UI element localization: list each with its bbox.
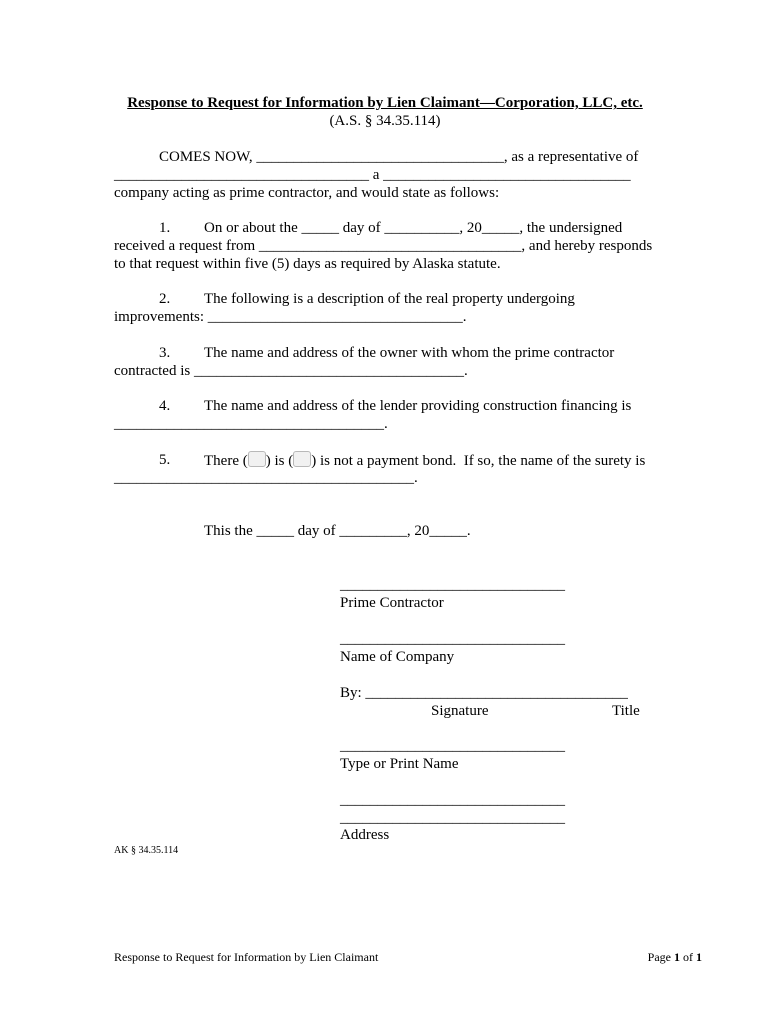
signature-label: Signature — [431, 703, 489, 719]
item-2-line-1: The following is a description of the real property undergoing — [204, 291, 575, 307]
dated-line: This the _____ day of _________, 20_____. — [204, 523, 471, 539]
item-3-line-1: The name and address of the owner with whom the prime contractor — [204, 345, 615, 361]
item-5-line-1 — [204, 451, 645, 470]
item-2-number: 2. — [159, 291, 171, 307]
by-signature-line: By: ___________________________________ — [340, 685, 628, 701]
item-4-line-2: ____________________________________. — [114, 416, 388, 432]
item-5-there-text: There ( — [204, 453, 248, 469]
printed-name-label: Type or Print Name — [340, 756, 459, 772]
item-5-is-text: ) is ( — [265, 453, 294, 469]
prime-contractor-blank: ______________________________ — [340, 577, 565, 593]
printed-name-blank: ______________________________ — [340, 738, 565, 754]
footer-of-word: of — [683, 950, 693, 964]
payment-bond-is-not-checkbox[interactable] — [293, 451, 311, 467]
footer-current-page: 1 — [674, 950, 680, 964]
item-1-line-2: received a request from ___________________________________, and hereby responds — [114, 238, 653, 254]
item-4-line-1: The name and address of the lender providing construction financing is — [204, 398, 632, 414]
item-3-line-2: contracted is ____________________________________. — [114, 363, 468, 379]
item-5-number: 5. — [159, 452, 171, 468]
item-5-rest-text: ) is not a payment bond. If so, the name of the surety is — [311, 453, 646, 469]
item-1-number: 1. — [159, 220, 171, 236]
company-name-blank: ______________________________ — [340, 631, 565, 647]
intro-line-1: COMES NOW, _________________________________, as a representative of — [159, 149, 639, 165]
address-blank-2: ______________________________ — [340, 810, 565, 826]
statute-citation: (A.S. § 34.35.114) — [329, 113, 441, 129]
address-blank-1: ______________________________ — [340, 792, 565, 808]
intro-line-3: company acting as prime contractor, and would state as follows: — [114, 185, 500, 201]
company-name-label: Name of Company — [340, 649, 455, 665]
footer-page-number — [648, 950, 702, 964]
item-1-line-1: On or about the _____ day of __________, 20_____, the undersigned — [204, 220, 623, 236]
statute-reference: AK § 34.35.114 — [114, 845, 179, 856]
document-title: Response to Request for Information by Lien Claimant—Corporation, LLC, etc. — [127, 95, 643, 111]
footer-total-pages: 1 — [696, 950, 702, 964]
item-4-number: 4. — [159, 398, 171, 414]
item-2-line-2: improvements: __________________________________. — [114, 309, 467, 325]
prime-contractor-label: Prime Contractor — [340, 595, 444, 611]
item-3-number: 3. — [159, 345, 171, 361]
footer-document-title: Response to Request for Information by Lien Claimant — [114, 950, 379, 964]
item-5-line-2: ________________________________________. — [114, 470, 418, 486]
payment-bond-is-checkbox[interactable] — [248, 451, 266, 467]
title-label: Title — [612, 703, 640, 719]
intro-line-2: __________________________________ a _________________________________ — [114, 167, 631, 183]
address-label: Address — [340, 827, 390, 843]
item-1-line-3: to that request within five (5) days as required by Alaska statute. — [114, 256, 501, 272]
footer-page-word: Page — [647, 950, 671, 964]
